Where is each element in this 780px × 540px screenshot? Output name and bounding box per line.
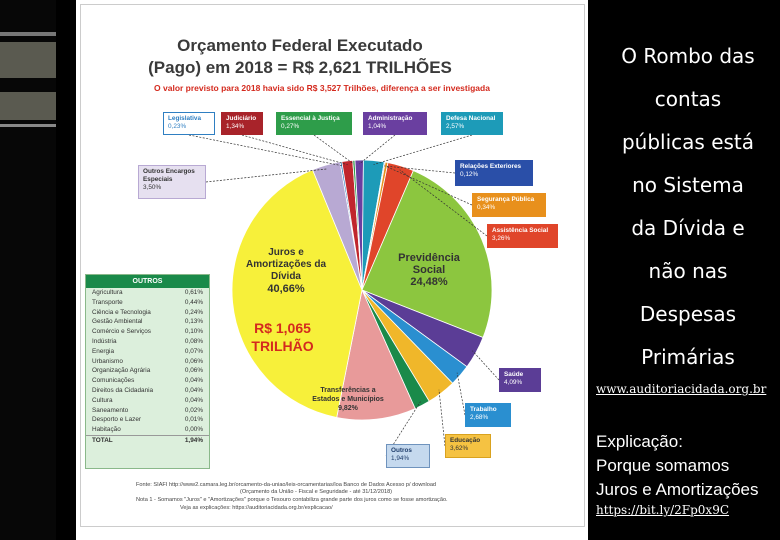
explanation-line2: Porque somamos — [596, 456, 730, 475]
category-name: Essencial à Justiça — [281, 115, 340, 122]
outros-row-name: Direitos da Cidadania — [92, 386, 154, 394]
transferencias-value: 9,82% — [338, 405, 358, 412]
outros-row-name: Comunicações — [92, 377, 135, 385]
category-label-trabalho — [465, 403, 511, 427]
outros-row-value: 0,07% — [184, 347, 203, 355]
outros-row-value: 0,02% — [184, 406, 203, 414]
category-label-relacoes — [455, 160, 533, 186]
juros-amount: R$ 1,065 TRILHÃO — [251, 320, 314, 354]
outros-table-row — [86, 386, 209, 396]
category-name: Relações Exteriores — [460, 163, 522, 170]
explanation-line1: Explicação: — [596, 432, 683, 451]
category-label-legislativa — [163, 112, 215, 135]
category-value: 0,34% — [477, 204, 496, 211]
outros-table-row — [86, 327, 209, 337]
category-label-essencial — [276, 112, 352, 135]
category-value: 3,50% — [143, 184, 162, 191]
outros-row-value: 0,06% — [184, 367, 203, 375]
side-heading-line: contas — [654, 87, 722, 111]
category-name: Educação — [450, 437, 481, 444]
side-heading-line: O Rombo das — [621, 44, 755, 68]
outros-row-value: 0,04% — [184, 377, 203, 385]
chart-subtitle: O valor previsto para 2018 havia sido R$ 3,527 Trilhões, diferença a ser investigada — [154, 83, 490, 93]
chart-title-line2: (Pago) em 2018 = R$ 2,621 TRILHÕES — [148, 58, 452, 77]
side-heading-line: Despesas — [639, 302, 737, 326]
outros-row-name: Habitação — [92, 426, 121, 434]
leader-line-judiciario — [242, 135, 348, 165]
transferencias-name: Transferências a Estados e Municípios — [312, 387, 384, 403]
outros-table-row — [86, 357, 209, 367]
category-name: Legislativa — [168, 115, 202, 122]
outros-table-row — [86, 415, 209, 425]
category-label-outros — [386, 444, 430, 468]
category-name: Outros Encargos Especiais — [143, 168, 195, 183]
outros-row-value: 0,06% — [184, 357, 203, 365]
category-value: 4,09% — [504, 379, 523, 386]
category-label-administracao — [363, 112, 427, 135]
outros-row-name: Comércio e Serviços — [92, 328, 151, 336]
outros-row-value: 0,00% — [184, 426, 203, 434]
outros-table-row — [86, 396, 209, 406]
short-link[interactable]: https://bit.ly/2Fp0x9C — [596, 503, 730, 517]
outros-table-rows — [86, 288, 209, 446]
category-value: 2,57% — [446, 123, 465, 130]
category-name: Administração — [368, 115, 413, 122]
outros-row-name: Organização Agrária — [92, 367, 151, 375]
category-value: 3,62% — [450, 445, 469, 452]
outros-row-name: Indústria — [92, 337, 117, 345]
category-label-defesa — [441, 112, 503, 135]
side-heading-line: Primárias — [641, 345, 735, 369]
outros-row-value: 0,04% — [184, 396, 203, 404]
outros-row-value: 1,94% — [184, 436, 203, 444]
footnote-note: Nota 1 - Somamos "Juros" e "Amortizações" porque o Tesouro contabiliza grande parte dos juros como se fosse amortização. — [136, 497, 448, 503]
outros-row-name: Saneamento — [92, 406, 129, 414]
category-label-judiciario — [221, 112, 263, 135]
outros-table-row — [86, 376, 209, 386]
outros-row-value: 0,24% — [184, 308, 203, 316]
outros-table-row — [86, 347, 209, 357]
outros-row-value: 0,44% — [184, 298, 203, 306]
outros-row-value: 0,13% — [184, 318, 203, 326]
category-name: Defesa Nacional — [446, 115, 496, 122]
juros-value: 40,66% — [267, 283, 305, 295]
outros-table-row — [86, 308, 209, 318]
leader-line-saude — [472, 351, 499, 380]
outros-row-name: Gestão Ambiental — [92, 318, 143, 326]
outros-row-name: Agricultura — [92, 289, 123, 296]
outros-table-row — [86, 288, 209, 298]
category-label-educacao — [445, 434, 491, 458]
category-name: Saúde — [504, 371, 524, 378]
slice-label-juros — [236, 247, 336, 295]
category-name: Segurança Pública — [477, 196, 535, 203]
slice-label-previdencia — [384, 252, 474, 288]
outros-table-header: OUTROS — [86, 275, 209, 288]
outros-row-value: 0,10% — [184, 328, 203, 336]
previdencia-value: 24,48% — [410, 276, 448, 288]
explanation-line3: Juros e Amortizações — [596, 480, 759, 499]
outros-row-value: 0,04% — [184, 386, 203, 394]
outros-row-name: Urbanismo — [92, 357, 123, 365]
category-value: 0,23% — [168, 123, 187, 130]
category-label-seguranca — [472, 193, 546, 217]
category-value: 1,94% — [391, 455, 410, 462]
side-heading-line: não nas — [648, 259, 728, 283]
category-value: 1,34% — [226, 123, 245, 130]
category-label-assistencia — [487, 224, 558, 248]
category-name: Outros — [391, 447, 412, 454]
category-value: 0,27% — [281, 123, 300, 130]
juros-name: Juros e Amortizações da Dívida — [245, 247, 327, 282]
outros-table — [85, 274, 210, 469]
leader-line-trabalho — [457, 373, 465, 415]
outros-table-row — [86, 337, 209, 347]
footnote-period: (Orçamento da União - Fiscal e Seguridade - até 31/12/2018) — [240, 489, 393, 495]
category-name: Assistência Social — [492, 227, 549, 234]
outros-table-row — [86, 366, 209, 376]
category-value: 3,26% — [492, 235, 511, 242]
category-value: 1,04% — [368, 123, 387, 130]
category-label-saude — [499, 368, 541, 392]
category-value: 0,12% — [460, 171, 479, 178]
outros-row-name: Cultura — [92, 396, 113, 404]
side-heading-line: públicas está — [621, 130, 755, 154]
outros-row-name: Energia — [92, 347, 115, 355]
outros-table-row — [86, 425, 209, 435]
chart-title-line1: Orçamento Federal Executado — [177, 36, 423, 55]
outros-row-name: TOTAL — [92, 436, 113, 444]
outros-row-value: 0,01% — [184, 416, 203, 424]
footnote-link: Veja as explicações: https://auditoriacidada.org.br/explicacao/ — [180, 505, 333, 511]
outros-table-row — [86, 298, 209, 308]
outros-table-row — [86, 317, 209, 327]
auditoria-link[interactable]: www.auditoriacidada.org.br — [596, 382, 767, 396]
category-name: Judiciário — [226, 115, 257, 122]
outros-table-row — [86, 406, 209, 416]
side-heading-line: da Dívida e — [631, 216, 745, 240]
category-label-encargos — [138, 165, 206, 199]
outros-table-row — [86, 435, 209, 446]
category-value: 2,68% — [470, 414, 489, 421]
slice-label-transferencias — [308, 386, 388, 413]
leader-line-legislativa — [189, 135, 342, 166]
previdencia-name: Previdência Social — [398, 252, 460, 276]
category-name: Trabalho — [470, 406, 497, 413]
footnote-source: Fonte: SIAFI http://www2.camara.leg.br/orcamento-da-uniao/leis-orcamentarias/loa Banco de Dados Acesso p/ download — [136, 482, 437, 488]
outros-row-name: Desporto e Lazer — [92, 416, 142, 424]
outros-row-value: 0,08% — [184, 337, 203, 345]
leader-line-essencial — [314, 135, 354, 164]
outros-row-name: Transporte — [92, 298, 123, 306]
outros-row-name: Ciência e Tecnologia — [92, 308, 151, 316]
side-heading-line: no Sistema — [632, 173, 744, 197]
outros-row-value: 0,61% — [184, 289, 203, 296]
